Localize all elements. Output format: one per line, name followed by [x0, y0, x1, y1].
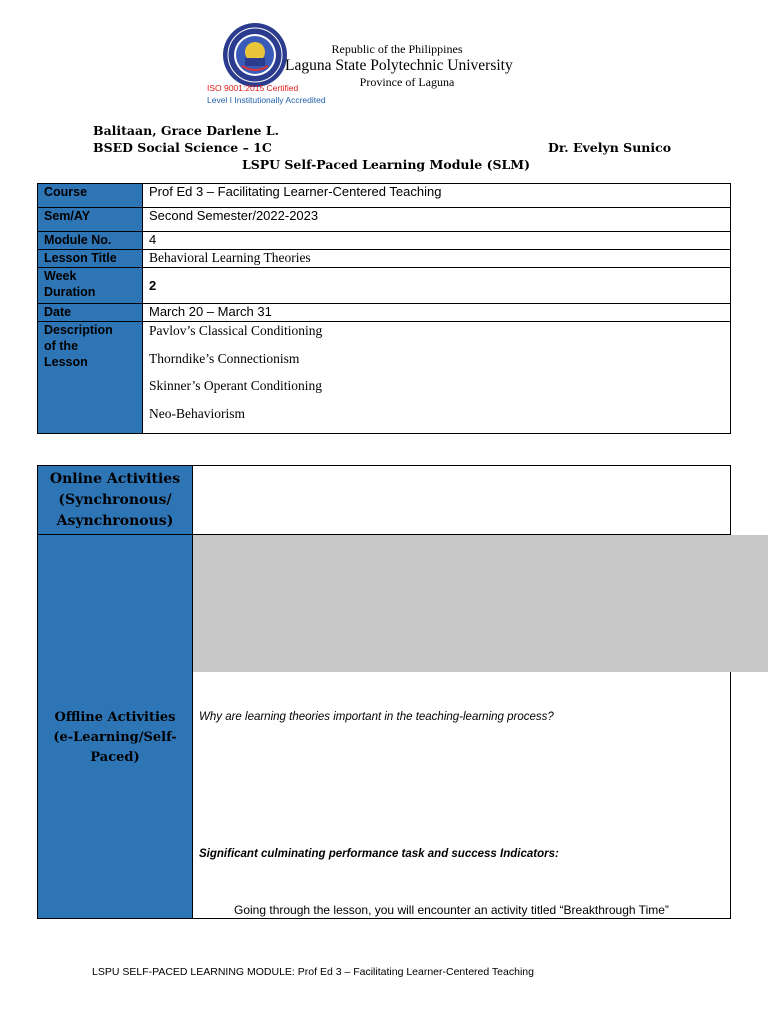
activities-table [37, 465, 731, 919]
week-label [38, 268, 143, 304]
course-row [38, 184, 731, 208]
description-label-line2: of the [44, 339, 79, 353]
semay-label: Sem/AY [38, 208, 143, 232]
semay-value: Second Semester/2022-2023 [143, 208, 731, 232]
republic-line: Republic of the Philippines [331, 42, 463, 56]
accreditation-line: Level I Institutionally Accredited [207, 95, 326, 105]
week-label-line2: Duration [44, 285, 96, 299]
online-label-line3: Asynchronous) [56, 512, 174, 529]
university-name: Laguna State Polytechnic University [285, 57, 513, 74]
description-item: Thorndike’s Connectionism [149, 350, 300, 366]
module-title: LSPU Self-Paced Learning Module (SLM) [241, 157, 531, 172]
description-list [143, 322, 731, 434]
instructor-name: Dr. Evelyn Sunico [548, 140, 672, 155]
iso-certification: ISO 9001:2015 Certified [207, 83, 299, 93]
offline-label-line3: Paced) [90, 749, 140, 765]
module-value: 4 [143, 232, 731, 250]
offline-label-line1: Offline Activities [54, 709, 176, 725]
description-item: Neo-Behaviorism [149, 405, 245, 421]
module-row [38, 232, 731, 250]
week-row [38, 268, 731, 304]
student-name: Balitaan, Grace Darlene L. [93, 123, 279, 138]
module-info-table [37, 183, 731, 434]
description-label [38, 322, 143, 434]
online-label-line1: Online Activities [49, 470, 181, 487]
description-row [38, 322, 731, 434]
guide-question: Why are learning theories important in the teaching-learning process? [199, 711, 554, 723]
offline-activities-label [37, 534, 193, 919]
online-label-line2: (Synchronous/ [58, 491, 172, 508]
description-label-line3: Lesson [44, 355, 88, 369]
date-row [38, 304, 731, 322]
gray-placeholder-block [193, 535, 768, 672]
semay-row [38, 208, 731, 232]
description-label-line1: Description [44, 323, 113, 337]
date-value: March 20 – March 31 [143, 304, 731, 322]
province-line: Province of Laguna [359, 75, 455, 89]
date-label: Date [38, 304, 143, 322]
online-activities-label [37, 465, 193, 535]
module-label: Module No. [38, 232, 143, 250]
course-value: Prof Ed 3 – Facilitating Learner-Centered Teaching [143, 184, 731, 208]
online-activities-content [192, 465, 731, 535]
student-section: BSED Social Science – 1C [93, 140, 272, 155]
lesson-row [38, 250, 731, 268]
lesson-label: Lesson Title [38, 250, 143, 268]
performance-task-heading: Significant culminating performance task and success Indicators: [199, 848, 559, 860]
course-label: Course [38, 184, 143, 208]
offline-label-line2: (e-Learning/Self- [53, 729, 177, 745]
breakthrough-intro: Going through the lesson, you will encounter an activity titled “Breakthrough Time” [234, 903, 669, 917]
description-item: Pavlov’s Classical Conditioning [149, 323, 323, 338]
week-label-line1: Week [44, 269, 77, 283]
lesson-value: Behavioral Learning Theories [143, 250, 731, 268]
description-item: Skinner’s Operant Conditioning [149, 378, 322, 393]
page-footer: LSPU SELF-PACED LEARNING MODULE: Prof Ed 3 – Facilitating Learner-Centered Teaching [92, 966, 534, 978]
week-value: 2 [143, 268, 731, 304]
